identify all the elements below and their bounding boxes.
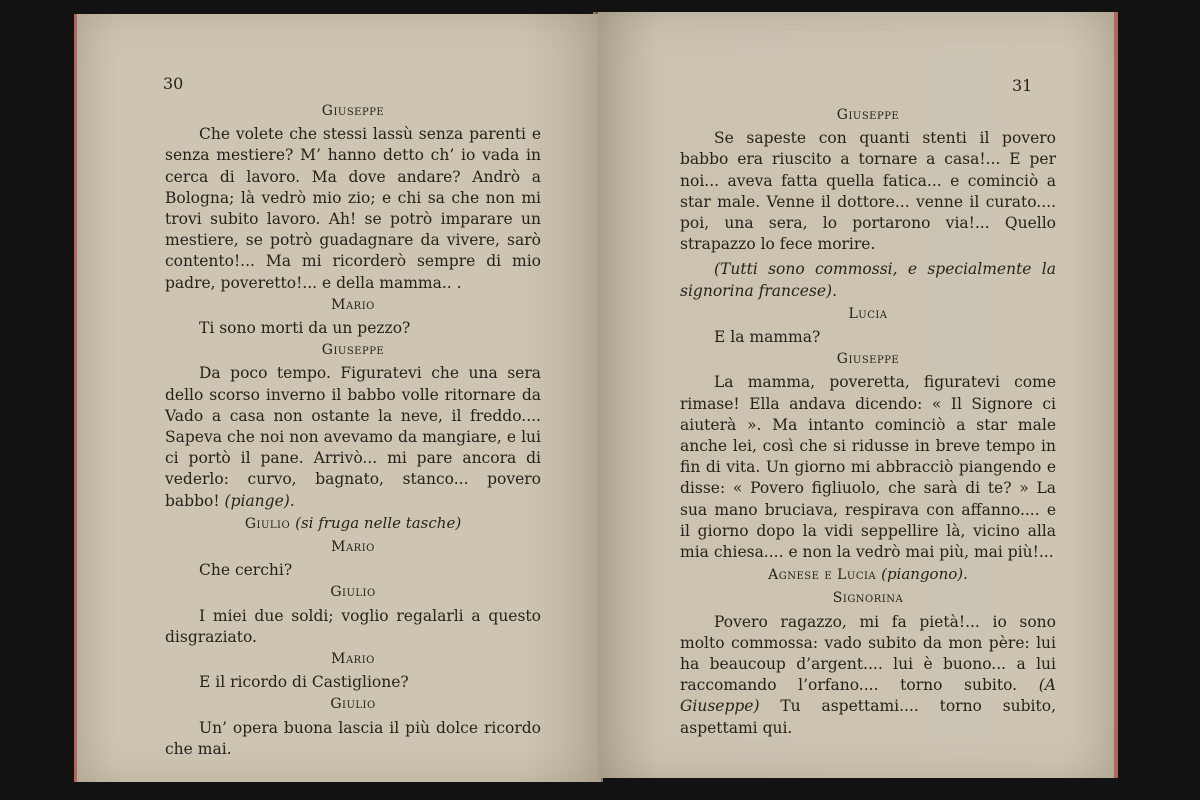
dialogue-text: Tu aspettami.... torno subito, aspettami qui. [680,697,1056,737]
stage-direction: (piangono). [881,565,968,584]
speaker-name: Signorina [832,590,904,607]
stage-direction: (piange). [224,491,295,510]
dialogue-paragraph: E il ricordo di Castiglione? [199,673,409,692]
left-page-text [165,100,541,760]
dialogue-paragraph: I miei due soldi; voglio regalarli a questo disgraziato. [165,606,541,646]
dialogue-paragraph [165,363,541,511]
dialogue-paragraph: Ti sono morti da un pezzo? [199,319,411,338]
dialogue-paragraph: Un’ opera buona lascia il più dolce ricordo che mai. [165,718,541,758]
speaker-name: Giulio [330,584,376,601]
speaker-name: Mario [331,296,375,313]
stage-direction: (A Giuseppe) [680,676,1056,716]
dialogue-paragraph [680,612,1056,739]
stage-direction: (Tutti sono commossi, e specialmente la signorina francese). [680,260,1056,300]
dialogue-paragraph: La mamma, poveretta, figuratevi come rimase! Ella andava dicendo: « Il Signore ci aiuterà ». Ma intanto cominciò a star male anche lei, così che si ridusse in breve tempo in fin di vita. Un giorno mi abbracciò piangendo e disse: « Povero figliuolo, che sarà di te? » La sua mano bruciava, respirava con affanno.... e il giorno dopo la vidi seppellire là, vicino alla mia chiesa.... e non la vedrò mai più, mai più!... [680,373,1056,562]
dialogue-paragraph: Che volete che stessi lassù senza parenti e senza mestiere? M’ hanno detto ch’ io vada in cerca di lavoro. Ma dove andare? Andrò a Bologna; là vedrò mio zio; e chi sa che non mi trovi subito lavoro. Ah! se potrò imparare un mestiere, se potrò guadagnare da vivere, sarò contento!... Ma mi ricorderò sempre di mio padre, poveretto!... e della mamma.. . [165,125,541,292]
speaker-name: Giuseppe [321,103,385,119]
speaker-name: Lucia [848,305,888,322]
dialogue-paragraph: E la mamma? [714,328,821,347]
speaker-line [165,513,541,535]
speaker-name: Mario [331,539,375,556]
page-number: 30 [163,74,184,93]
dialogue-paragraph: Se sapeste con quanti stenti il povero babbo era riuscito a tornare a casa!... E per noi... aveva fatta quella fatica... e cominciò a star male. Venne il dottore... venne il curato.... poi, una sera, lo portarono via!... Quello strapazzo lo fece morire. [680,129,1056,254]
speaker-name: Agnese e Lucia [768,567,877,584]
dialogue-text: Povero ragazzo, mi fa pietà!... io sono molto commossa: vado subito da mon père: lui ha beaucoup d’argent.... lui è buono... a lui raccomando l’orfano.... torno subito. [680,612,1056,695]
left-page [74,14,601,782]
speaker-name: Giulio [330,696,376,713]
speaker-name: Giuseppe [836,107,900,123]
speaker-name: Giulio [244,515,291,532]
page-number: 31 [1012,76,1033,95]
dialogue-paragraph: Che cerchi? [199,561,293,580]
stage-direction: (si fruga nelle tasche) [295,513,462,532]
speaker-name: Giuseppe [321,342,385,359]
dialogue-text: Da poco tempo. Figuratevi che una sera dello scorso inverno il babbo volle ritornare da Vado a casa non ostante la neve, il freddo.... Sapeva che noi non avevamo da mangiare, e lui ci portò il pane. Arrivò... mi pare ancora di vederlo: curvo, bagnato, stanco... povero babbo! [165,364,541,510]
right-page-text [680,104,1056,739]
speaker-name: Giuseppe [836,351,900,368]
speaker-line [680,564,1056,586]
speaker-name: Mario [331,651,375,668]
right-page [598,12,1118,778]
